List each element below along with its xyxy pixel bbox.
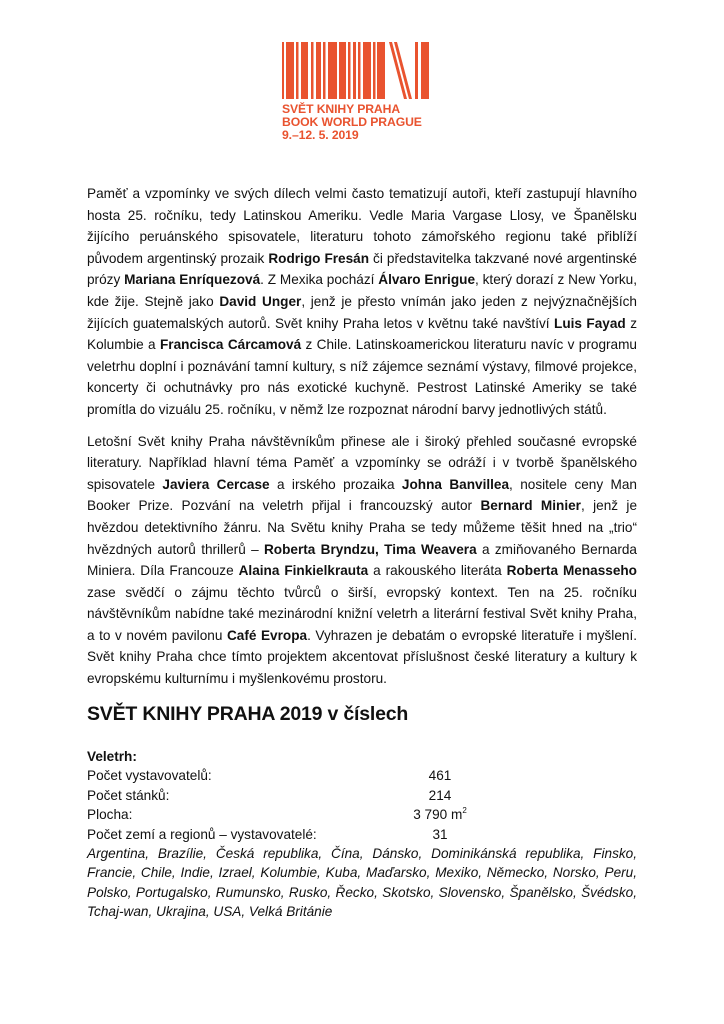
author-name: Luis Fayad [554, 315, 626, 331]
text-run: , který dorazí z New Yorku, kde žije. Stejně jako [87, 272, 638, 309]
author-name: Mariana Enríquezová [124, 272, 261, 288]
event-logo [282, 42, 432, 142]
author-name: Johna Banvillea [401, 476, 510, 492]
author-name: Alaina Finkielkrauta [238, 563, 369, 579]
paragraph-latin-america [87, 183, 637, 421]
stat-value: 3 790 $m^2$ [413, 806, 467, 823]
stat-label: Počet vystavovatelů: [87, 768, 212, 784]
logo-dates: 9.–12. 5. 2019 [282, 128, 359, 143]
stat-row-exhibitors [87, 766, 637, 785]
text-run: . Vyhrazen je debatám o evropské literatuře i myšlení. Svět knihy Praha chce tímto projektem akcentovat příslušnost české literatury a kultury k evropskému kulturnímu i myšlenkovému prostoru. [87, 627, 637, 687]
author-name: Rodrigo Fresán [268, 250, 370, 266]
text-run: z Chile. Latinskoamerickou literaturu navíc v programu veletrhu doplní i poznávání tamní kultury, s níž zájemce seznámí výstavy, filmové projekce, koncerty či ochutnávky pro nás exotické kuchyně. Pestrost Latinské Ameriky se také promítla do vizuálu 25. ročníku, v němž lze rozpoznat národní barvy jednotlivých států. [87, 337, 637, 417]
fair-stats [87, 747, 637, 922]
stat-label: Plocha: [87, 807, 133, 823]
stat-value: 214 [428, 787, 452, 803]
text-run: Paměť a vzpomínky ve svých dílech velmi často tematizují autoři, kteří zastupují hlavního hosta 25. ročníku, tedy Latinskou Ameriku. Vedle Maria Vargase Llosy, ve Španělsku žijícího peruánského spisovatele, literaturu tohoto zámořského regionu také přiblíží původem argentinský prozaik [87, 186, 637, 266]
article-body [87, 183, 637, 700]
author-name: Roberta Menasseho [506, 563, 637, 579]
logo-title-en: BOOK WORLD PRAGUE [282, 115, 422, 130]
stat-label: Počet zemí a regionů – vystavovatelé: [87, 826, 317, 842]
text-run: z Kolumbie a [87, 315, 637, 353]
stat-label: Počet stánků: [87, 787, 170, 803]
stat-value: 31 [432, 826, 448, 842]
author-name: Álvaro Enrigue [378, 272, 476, 288]
country-list: Argentina, Brazílie, Česká republika, Čína, Dánsko, Dominikánská republika, Finsko, Francie, Chile, Indie, Izrael, Kolumbie, Kuba, Maďarsko, Mexiko, Německo, Norsko, Peru, Polsko, Portugalsko, Rumunsko, Rusko, Řecko, Skotsko, Slovensko, Španělsko, Švédsko, Tchaj-wan, Ukrajina, USA, Velká Británie [87, 845, 637, 920]
stat-value: 461 [428, 768, 452, 784]
barcode-books-icon [282, 42, 432, 100]
stat-row-area [87, 805, 637, 824]
logo-text [282, 103, 422, 143]
text-run: a zmiňovaného Bernarda Miniera. Díla Francouze [87, 541, 637, 579]
text-run: či představitelka takzvané nové argentinské prózy [87, 250, 637, 288]
text-run: a irského prozaika [269, 476, 402, 492]
logo-title-cz: SVĚT KNIHY PRAHA [282, 102, 401, 116]
author-name: Roberta Bryndzu, Tima Weavera [263, 541, 477, 557]
text-run: , jenž je hvězdou detektivního žánru. Na Světu knihy Praha se tedy můžeme těšit hned na „trio“ hvězdných autorů thrillerů – [87, 498, 638, 557]
paragraph-european-literature [87, 431, 637, 690]
stat-row-countries [87, 825, 637, 844]
author-name: Café Evropa [226, 627, 308, 643]
text-run: Letošní Svět knihy Praha návštěvníkům přinese ale i široký přehled současné evropské literatury. Například hlavní téma Paměť a vzpomínky se odráží i v tvorbě španělského spisovatele [87, 433, 637, 492]
text-run: a rakouského literáta [368, 563, 507, 579]
section-title: SVĚT KNIHY PRAHA 2019 v číslech [87, 703, 409, 725]
stat-row-stands [87, 786, 637, 805]
author-name: Javiera Cercase [162, 476, 270, 492]
text-run: , jenž je přesto vnímán jako jeden z nejvýznačnějších žijících guatemalských autorů. Svět knihy Praha letos v květnu také navštíví [87, 293, 637, 331]
author-name: Bernard Minier [480, 498, 581, 514]
text-run: , nositele ceny Man Booker Prize. Pozvání na veletrh přijal i francouzský autor [87, 476, 637, 514]
text-run: . Z Mexika pochází [260, 272, 379, 288]
text-run: zase svědčí o zájmu těchto tvůrců o širší, evropský kontext. Ten na 25. ročníku návštěvníkům nabídne také mezinárodní knižní veletrh a literární festival Svět knihy Praha, a to v novém pavilonu [87, 584, 637, 643]
author-name: Francisca Cárcamová [159, 337, 302, 353]
fair-subheading: Veletrh: [87, 749, 137, 764]
author-name: David Unger [219, 293, 302, 309]
